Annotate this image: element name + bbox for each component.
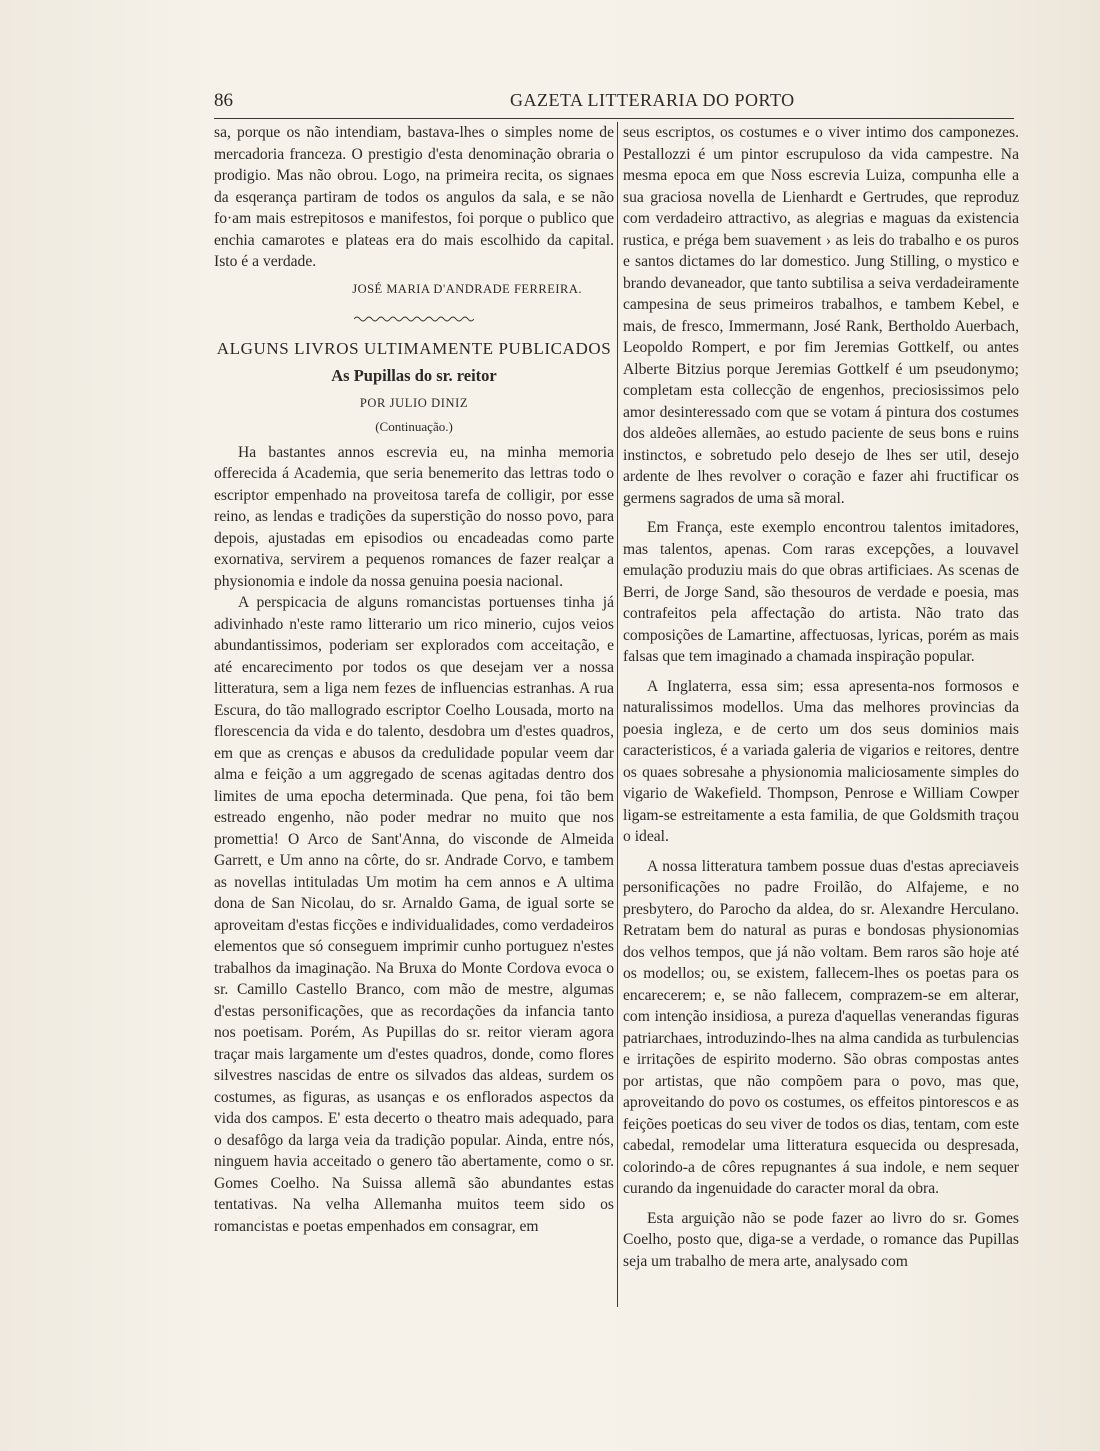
article-title: As Pupillas do sr. reitor — [331, 366, 497, 385]
article-author: POR JULIO DINIZ — [359, 395, 469, 410]
body-paragraph: A perspicacia de alguns romancistas portuenses tinha já adivinhado n'este ramo litterario um rico minerio, cujos veios abundantissimos, poderiam ser explorados com acceitação, e até encarecimento por todos os que desejam ver a nossa litteratura, sem a liga nem fezes de influencias estranhas. A rua Escura, do tão mallogrado escriptor Coelho Lousada, morto na florescencia da vida e do talento, desdobra um d'estes quadros, em que as crenças e abusos da credulidade popular veem dar alma e feição a um aggregado de scenas agitadas dentro dos limites de uma epocha determinada. Que pena, foi tão bem estreado engenho, não poder medrar no muito que nos promettia! O Arco de Sant'Anna, do visconde de Almeida Garrett, e Um anno na côrte, do sr. Andrade Corvo, e tambem as novellas intituladas Um motim ha cem annos e A ultima dona de San Nicolau, do sr. Arnaldo Gama, de igual sorte se aproveitam d'estas ficções e individualidades, como verdadeiros elementos que só conseguem imprimir cunho portuguez n'estes trabalhos da imaginação. Na Bruxa do Monte Cordova evoca o sr. Camillo Castello Branco, com mão de mestre, algumas d'estas personificações, que as recordações da infancia tanto nos poetisam. Porém, As Pupillas do sr. reitor vieram agora traçar mais largamente um d'estes quadros, donde, como flores silvestres nascidas de entre os silvados das aldeas, surdem os costumes, as figuras, as usanças e os enflorados aspectos da vida dos campos. E' esta decerto o theatro mais adequado, para o desafôgo da larga veia da tradição popular. Ainda, entre nós, ninguem havia acceitado o genero tão abertamente, como o sr. Gomes Coelho. Na Suissa allemã são abundantes estas tentativas. Na velha Allemanha muitos teem sido os romancistas e poetas empenhados em consagrar, em — [214, 594, 614, 1235]
body-paragraph: seus escriptos, os costumes e o viver intimo dos camponezes. Pestallozzi é um pintor escrupuloso da vida campestre. Na mesma epoca em que Noss escrevia Luiza, compunha elle a sua graciosa novella de Lienhardt e Gertrudes, que reproduz com verdadeiro attractivo, as alegrias e maguas da existencia rustica, e préga bem suavement › as leis do trabalho e os puros e santos dictames do lar domestico. Jung Stilling, o mystico e brando devaneador, que tanto subtilisa a seiva verdadeiramente campesina de seus primeiros trabalhos, e tambem Kebel, e mais, de fresco, Immermann, José Rank, Bertholdo Auerbach, Leopoldo Rompert, e por fim Jeremias Gottkelf, ou antes Alberte Bitzius porque Jeremias Gottkelf é um pseudonymo; completam esta collecção de engenhos, preciosissimos pelo amor desinteressado com que se votam á pintura dos costumes dos aldeões allemães, ao estudo paciente de seus bons e ruins instinctos, e sobretudo pelo desejo de lhes ser util, desejo ardente de lhes revolver o coração e fazer ahi fructificar os germens sagrados de uma sã moral. — [623, 124, 1019, 507]
page-header — [214, 90, 1014, 114]
continuation-note: (Continuação.) — [375, 419, 453, 434]
body-paragraph: A nossa litteratura tambem possue duas d'estas apreciaveis personificações no padre Froilão, do Alfajeme, e no presbytero, do Parocho da aldea, do sr. Alexandre Herculano. Retratam bem do natural as puras e bondosas physionomias dos velhos tempos, que já não voltam. Bem raros são hoje até os modellos; ou, se existem, fallecem-lhes os poetas para os encarecerem; e, se não fallecem, comprazem-se em alterar, com intenção insidiosa, a pureza d'aquellas venerandas figuras patriarchaes, introduzindo-lhes na alma candida as turbulencias e irritações de espirito moderno. São obras compostas antes por artistas, que não compõem para o povo, mas que, aproveitando do povo os costumes, os effeitos pintorescos e as feições poeticas do seu viver de todos os dias, tentam, com este cabedal, remodelar uma litteratura esquecida ou despresada, colorindo-a de côres repugnantes á sua indole, e nem sequer curando da ingenuidade do caracter moral da obra. — [623, 857, 1019, 1197]
intro-paragraph: sa, porque os não intendiam, bastava-lhes o simples nome de mercadoria franceza. O prestigio d'esta denominação obraria o prodigio. Mas não obrou. Logo, na primeira recita, os signaes da esqerança partiram de todos os angulos da sala, e se não fo·am mais estrepitosos e manifestos, foi porque o publico que enchia camarotes e plateas era do mais escolhido da capital. Isto é a verdade. — [214, 124, 614, 270]
body-paragraph: A Inglaterra, essa sim; essa apresenta-nos formosos e naturalissimos modellos. Uma das melhores provincias da poesia ingleza, e de certo um dos seus dominios mais caracteristicos, é a variada galeria de vigarios e reitores, dentre os quaes sobresahe a physionomia maliciosamente simples do vigario de Wakefield. Thompson, Penrose e William Cowper ligam-se estreitamente a esta familia, de que Goldsmith traçou o ideal. — [623, 677, 1019, 845]
article-signature: JOSÉ MARIA D'ANDRADE FERREIRA. — [352, 281, 582, 296]
body-paragraph: Ha bastantes annos escrevia eu, na minha memoria offerecida á Academia, que seria benemerito das lettras todo o escriptor empenhado na proveitosa tarefa de colligir, por esse reino, as lendas e tradições da superstição do nosso povo, para depois, ajustadas em episodios ou encadeadas como parte exornativa, servirem a pequenos romances de fazer realçar a physionomia e indole da nossa genuina poesia nacional. — [214, 443, 614, 590]
running-title: GAZETA LITTERARIA DO PORTO — [510, 90, 795, 110]
body-paragraph: Esta arguição não se pode fazer ao livro do sr. Gomes Coelho, posto que, diga-se a verdade, o romance das Pupillas seja um trabalho de mera arte, analysado com — [623, 1209, 1019, 1270]
left-column — [214, 122, 614, 1237]
page-number: 86 — [214, 90, 233, 111]
body-paragraph: Em França, este exemplo encontrou talentos imitadores, mas talentos, apenas. Com raras excepções, a louvavel emulação produziu mais do que obras artificiaes. As scenas de Berri, de Jorge Sand, são thesouros de verdade e poesia, mas contrafeitos pela affectação do artista. Não trato das composições de Lamartine, affectuosas, lyricas, porém as mais falsas que tem imaginado a chamada inspiração popular. — [623, 519, 1019, 665]
header-rule — [214, 118, 1014, 119]
right-column — [623, 122, 1019, 1272]
column-divider — [617, 122, 618, 1307]
wavy-ornament-divider — [214, 308, 614, 330]
section-title: ALGUNS LIVROS ULTIMAMENTE PUBLICADOS — [216, 338, 612, 358]
